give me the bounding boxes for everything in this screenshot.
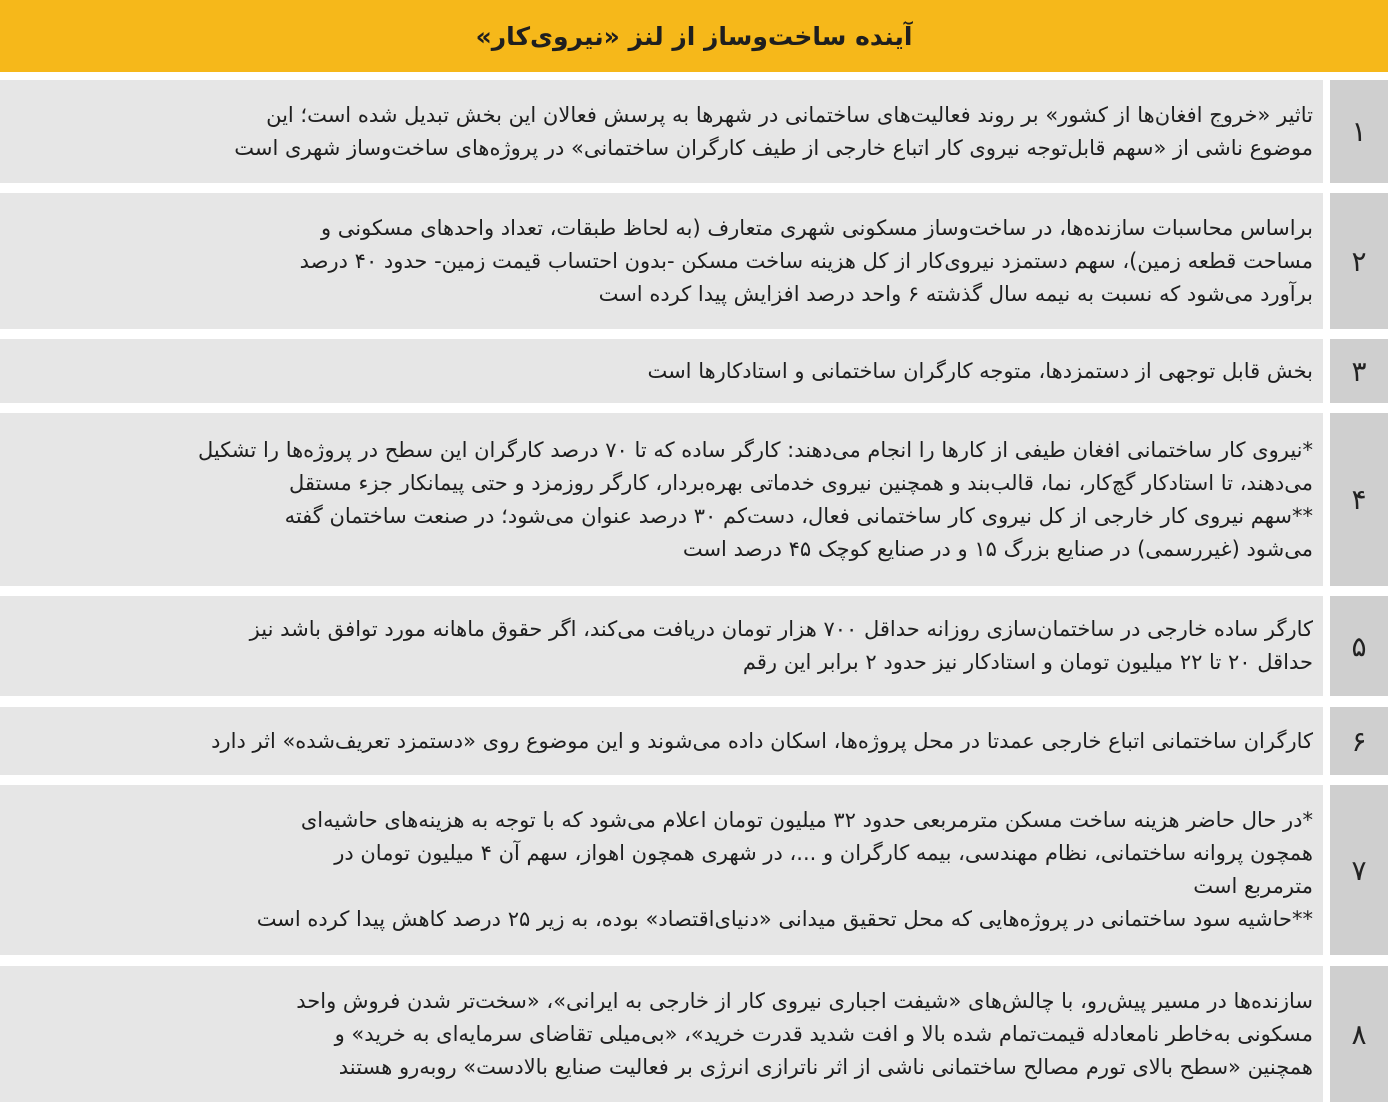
row-number: ۴ [1330,413,1388,586]
row-number: ۲ [1330,193,1388,329]
row-text [0,707,1323,775]
text-line: مترمربع است [1193,874,1313,898]
table-row [0,80,1388,183]
row-text [0,193,1323,329]
text-line: می‌شود (غیررسمی) در صنایع بزرگ ۱۵ و در صنایع کوچک ۴۵ درصد است [682,536,1313,561]
text-line: می‌دهند، تا استادکار گچ‌کار، نما، قالب‌بند و همچنین نیروی خدماتی بهره‌بردار، کارگر روزمزد و حتی پیمانکار جزء مستقل [288,470,1313,495]
table-row [0,966,1388,1102]
text-line: کارگر ساده خارجی در ساختمان‌سازی روزانه حداقل ۷۰۰ هزار تومان دریافت می‌کند، اگر حقوق ماهانه مورد توافق باشد نیز [249,617,1313,641]
text-line: **حاشیه سود ساختمانی در پروژه‌هایی که محل تحقیق میدانی «دنیای‌اقتصاد» بوده، به زیر ۲۵ درصد کاهش پیدا کرده است [256,907,1313,931]
text-line: همچون پروانه ساختمانی، نظام مهندسی، بیمه کارگران و ...، در شهری همچون اهواز، سهم آن ۴ میلیون تومان در [334,841,1313,865]
row-text [0,339,1323,403]
text-line: *نیروی کار ساختمانی افغان طیفی از کارها را انجام می‌دهند: کارگر ساده که تا ۷۰ درصد کارگران این سطح در پروژه‌ها را تشکیل [197,437,1313,462]
row-number: ۵ [1330,596,1388,696]
text-line: کارگران ساختمانی اتباع خارجی عمدتا در محل پروژه‌ها، اسکان داده می‌شوند و این موضوع روی «دستمزد تعریف‌شده» اثر دارد [211,728,1313,753]
row-number: ۳ [1330,339,1388,403]
row-number: ۱ [1330,80,1388,183]
text-line: حداقل ۲۰ تا ۲۲ میلیون تومان و استادکار نیز حدود ۲ برابر این رقم [742,650,1313,674]
row-text [0,80,1323,183]
row-number: ۷ [1330,785,1388,955]
row-number: ۸ [1330,966,1388,1102]
text-line: مسکونی به‌خاطر نامعادله قیمت‌تمام شده بالا و افت شدید قدرت خرید»، «بی‌میلی تقاضای سرمایه‌ای به خرید» و [334,1021,1313,1046]
text-line: موضوع ناشی از «سهم قابل‌توجه نیروی کار اتباع خارجی از طیف کارگران ساختمانی» در پروژه‌های ساخت‌وساز شهری است [234,135,1313,160]
title-bar [0,0,1388,72]
text-line: همچنین «سطح بالای تورم مصالح ساختمانی ناشی از اثر ناترازی انرژی بر فعالیت صنایع بالادست» روبه‌رو هستند [338,1054,1313,1079]
row-text [0,596,1323,696]
table-row [0,596,1388,696]
row-number: ۶ [1330,707,1388,775]
page-title: آینده ساخت‌وساز از لنز «نیروی‌کار» [475,21,913,51]
row-text [0,785,1323,955]
text-line: **سهم نیروی کار خارجی از کل نیروی کار ساختمانی فعال، دست‌کم ۳۰ درصد عنوان می‌شود؛ در صنعت ساختمان گفته [284,503,1313,528]
text-line: تاثیر «خروج افغان‌ها از کشور» بر روند فعالیت‌های ساختمانی در شهرها به پرسش فعالان این بخش تبدیل شده است؛ این [266,102,1313,127]
table-row [0,339,1388,403]
text-line: براساس محاسبات سازنده‌ها، در ساخت‌وساز مسکونی شهری متعارف (به لحاظ طبقات، تعداد واحدهای مسکونی و [320,215,1313,240]
text-line: *در حال حاضر هزینه ساخت مسکن مترمربعی حدود ۳۲ میلیون تومان اعلام می‌شود که با توجه به هزینه‌های حاشیه‌ای [300,808,1313,832]
text-line: برآورد می‌شود که نسبت به نیمه سال گذشته ۶ واحد درصد افزایش پیدا کرده است [598,281,1313,306]
table-row [0,193,1388,329]
row-text [0,966,1323,1102]
table-row [0,707,1388,775]
text-line: سازنده‌ها در مسیر پیش‌رو، با چالش‌های «شیفت اجباری نیروی کار از خارجی به ایرانی»، «سخت‌تر شدن فروش واحد [296,988,1313,1013]
row-text [0,413,1323,586]
table-row [0,413,1388,586]
text-line: مساحت قطعه زمین)، سهم دستمزد نیروی‌کار از کل هزینه ساخت مسکن -بدون احتساب قیمت زمین- حدود ۴۰ درصد [299,248,1313,273]
table-row [0,785,1388,955]
text-line: بخش قابل توجهی از دستمزدها، متوجه کارگران ساختمانی و استادکارها است [647,358,1313,383]
